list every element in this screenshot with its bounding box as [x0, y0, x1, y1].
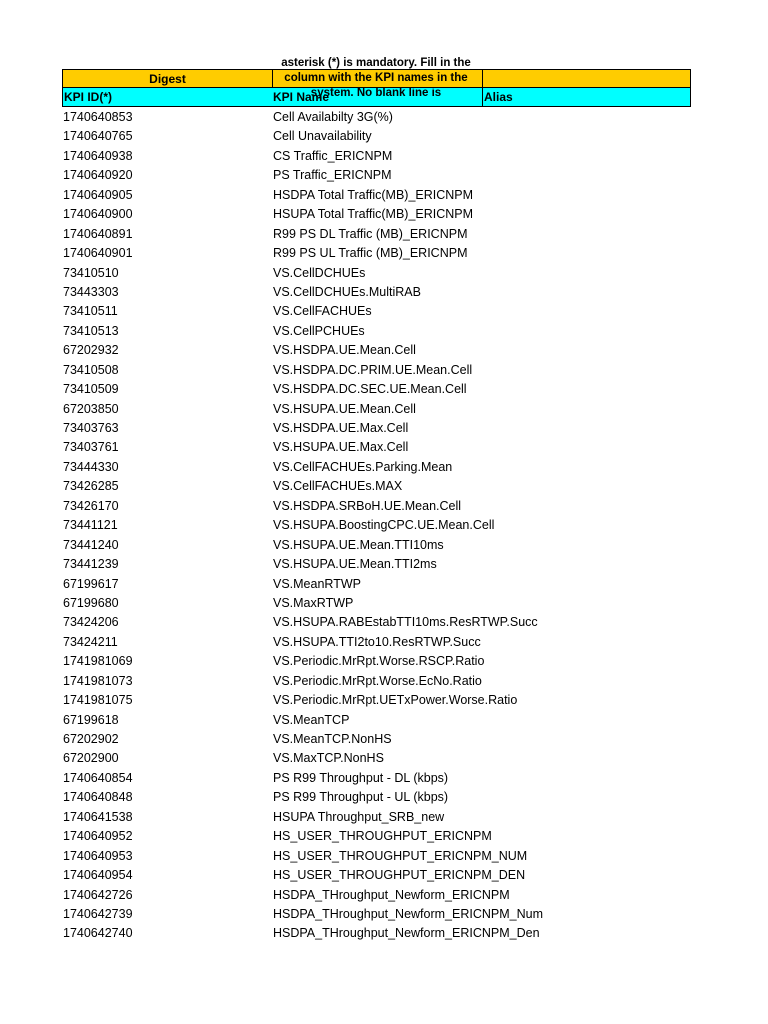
- table-row: [62, 594, 691, 613]
- kpi-id-cell[interactable]: 1740640848: [63, 790, 133, 805]
- table-row: [62, 711, 691, 730]
- table-row: [62, 749, 691, 768]
- kpi-id-cell[interactable]: 73410508: [63, 362, 119, 377]
- table-row: [62, 886, 691, 905]
- table-row: [62, 147, 691, 166]
- kpi-id-cell[interactable]: 73441240: [63, 537, 119, 552]
- kpi-id-cell[interactable]: 1740640900: [63, 207, 133, 222]
- kpi-id-cell[interactable]: 73441239: [63, 557, 119, 572]
- kpi-name-cell[interactable]: HSDPA Total Traffic(MB)_ERICNPM: [273, 187, 474, 202]
- table-row: [62, 808, 691, 827]
- table-row: [62, 244, 691, 263]
- kpi-name-cell[interactable]: VS.Periodic.MrRpt.Worse.RSCP.Ratio: [273, 654, 485, 669]
- table-row: [62, 186, 691, 205]
- kpi-name-cell[interactable]: VS.CellFACHUEs.MAX: [273, 479, 403, 494]
- column-header-alias[interactable]: Alias: [482, 88, 691, 106]
- kpi-id-cell[interactable]: 1740642739: [63, 906, 133, 921]
- kpi-id-cell[interactable]: 73426285: [63, 479, 119, 494]
- kpi-name-cell[interactable]: VS.MeanRTWP: [273, 576, 361, 591]
- kpi-table-body: [62, 108, 691, 944]
- kpi-name-cell[interactable]: VS.Periodic.MrRpt.UETxPower.Worse.Ratio: [273, 693, 518, 708]
- kpi-name-cell[interactable]: HSDPA_THroughput_Newform_ERICNPM: [273, 887, 510, 902]
- kpi-id-cell[interactable]: 67202902: [63, 732, 119, 746]
- table-row: [62, 730, 691, 749]
- kpi-name-cell[interactable]: HSDPA_THroughput_Newform_ERICNPM_Den: [273, 926, 540, 941]
- table-row: [62, 516, 691, 535]
- digest-cell-alias[interactable]: [482, 70, 691, 87]
- table-row: [62, 827, 691, 846]
- kpi-id-cell[interactable]: 73403763: [63, 421, 119, 435]
- kpi-name-cell[interactable]: VS.Periodic.MrRpt.Worse.EcNo.Ratio: [273, 673, 482, 688]
- table-row: [62, 302, 691, 321]
- table-row: [62, 536, 691, 555]
- table-row: [62, 283, 691, 302]
- kpi-id-cell[interactable]: 1740640938: [63, 148, 133, 163]
- kpi-name-cell[interactable]: VS.HSUPA.UE.Mean.TTI10ms: [273, 537, 444, 552]
- table-row: [62, 769, 691, 788]
- table-row: [62, 924, 691, 943]
- table-row: [62, 127, 691, 146]
- kpi-id-cell[interactable]: 1740642740: [63, 926, 133, 941]
- kpi-name-cell[interactable]: VS.CellDCHUEs.MultiRAB: [273, 284, 421, 299]
- kpi-id-cell[interactable]: 67199617: [63, 576, 119, 591]
- kpi-id-cell[interactable]: 67199618: [63, 712, 119, 727]
- kpi-name-cell[interactable]: CS Traffic_ERICNPM: [273, 148, 393, 163]
- kpi-name-cell[interactable]: PS R99 Throughput - DL (kbps): [273, 770, 449, 785]
- kpi-name-cell[interactable]: HSUPA Throughput_SRB_new: [273, 809, 445, 824]
- kpi-id-cell[interactable]: 73441121: [63, 518, 118, 533]
- kpi-name-cell[interactable]: HS_USER_THROUGHPUT_ERICNPM_NUM: [273, 848, 528, 863]
- table-row: [62, 477, 691, 496]
- kpi-name-cell[interactable]: VS.CellPCHUEs: [273, 323, 365, 338]
- table-row: [62, 166, 691, 185]
- kpi-id-cell[interactable]: 1740640953: [63, 848, 133, 863]
- table-row: [62, 380, 691, 399]
- table-row: [62, 361, 691, 380]
- kpi-id-cell[interactable]: 1740640901: [63, 246, 133, 261]
- table-row: [62, 400, 691, 419]
- kpi-id-cell[interactable]: 73426170: [63, 498, 119, 513]
- kpi-id-cell[interactable]: 1740640905: [63, 187, 133, 202]
- kpi-id-cell[interactable]: 73443303: [63, 284, 119, 299]
- kpi-id-cell[interactable]: 1740640891: [63, 226, 133, 241]
- kpi-name-cell[interactable]: PS Traffic_ERICNPM: [273, 168, 392, 183]
- kpi-name-cell[interactable]: VS.HSUPA.UE.Mean.Cell: [273, 401, 416, 416]
- kpi-name-cell[interactable]: HSDPA_THroughput_Newform_ERICNPM_Num: [273, 906, 543, 921]
- kpi-name-cell[interactable]: VS.HSUPA.RABEstabTTI10ms.ResRTWP.Succ: [273, 615, 538, 630]
- kpi-id-cell[interactable]: 73410511: [63, 304, 118, 319]
- kpi-id-cell[interactable]: 73410510: [63, 265, 119, 280]
- kpi-id-cell[interactable]: 1740640854: [63, 770, 133, 785]
- kpi-name-cell[interactable]: VS.HSDPA.SRBoH.UE.Mean.Cell: [273, 498, 462, 513]
- table-row: [62, 633, 691, 652]
- kpi-id-cell[interactable]: 73424211: [63, 634, 118, 649]
- kpi-id-cell[interactable]: 1740640952: [63, 829, 133, 844]
- table-row: [62, 613, 691, 632]
- kpi-id-cell[interactable]: 1740642726: [63, 887, 133, 902]
- mandatory-field-note: asterisk (*) is mandatory. Fill in the column with the KPI names in the system. No blank line is: [281, 57, 471, 99]
- table-row: [62, 322, 691, 341]
- kpi-id-cell[interactable]: 67203850: [63, 401, 119, 416]
- kpi-name-cell[interactable]: VS.HSUPA.TTI2to10.ResRTWP.Succ: [273, 634, 481, 649]
- kpi-id-cell[interactable]: 67202900: [63, 751, 119, 766]
- column-header-kpi-id[interactable]: KPI ID(*): [64, 90, 112, 104]
- kpi-name-cell[interactable]: VS.HSUPA.UE.Max.Cell: [273, 440, 409, 455]
- table-row: [62, 691, 691, 710]
- table-row: [62, 672, 691, 691]
- kpi-id-cell[interactable]: 1740640853: [63, 110, 133, 124]
- kpi-name-cell[interactable]: VS.MeanTCP.NonHS: [273, 732, 392, 746]
- kpi-id-cell[interactable]: 73444330: [63, 459, 119, 474]
- kpi-name-cell[interactable]: VS.HSDPA.UE.Max.Cell: [273, 421, 409, 435]
- kpi-id-cell[interactable]: 1740640765: [63, 129, 133, 144]
- table-row: [62, 264, 691, 283]
- kpi-name-cell[interactable]: VS.HSUPA.UE.Mean.TTI2ms: [273, 557, 437, 572]
- kpi-name-cell[interactable]: VS.CellDCHUEs: [273, 265, 366, 280]
- kpi-name-cell[interactable]: PS R99 Throughput - UL (kbps): [273, 790, 449, 805]
- table-row: [62, 341, 691, 360]
- kpi-id-cell[interactable]: 73403761: [63, 440, 119, 455]
- table-row: [62, 108, 691, 127]
- kpi-name-cell[interactable]: VS.CellFACHUEs.Parking.Mean: [273, 459, 453, 474]
- kpi-name-cell[interactable]: HS_USER_THROUGHPUT_ERICNPM_DEN: [273, 868, 526, 883]
- kpi-id-cell[interactable]: 1740640954: [63, 868, 133, 883]
- kpi-id-cell[interactable]: 73424206: [63, 615, 119, 630]
- digest-label[interactable]: Digest: [149, 72, 186, 86]
- kpi-id-cell[interactable]: 67202932: [63, 343, 119, 358]
- kpi-name-cell[interactable]: HS_USER_THROUGHPUT_ERICNPM: [273, 829, 492, 844]
- kpi-name-cell[interactable]: HSUPA Total Traffic(MB)_ERICNPM: [273, 207, 474, 222]
- table-row: [62, 225, 691, 244]
- kpi-id-cell[interactable]: 1741981073: [63, 673, 133, 688]
- kpi-id-cell[interactable]: 73410513: [63, 323, 119, 338]
- kpi-name-cell[interactable]: VS.HSUPA.BoostingCPC.UE.Mean.Cell: [273, 518, 495, 533]
- kpi-name-cell[interactable]: Cell Unavailability: [273, 129, 372, 144]
- table-row: [62, 497, 691, 516]
- table-row: [62, 847, 691, 866]
- table-row: [62, 866, 691, 885]
- table-row: [62, 205, 691, 224]
- table-row: [62, 438, 691, 457]
- kpi-name-cell[interactable]: R99 PS DL Traffic (MB)_ERICNPM: [273, 226, 468, 241]
- table-row: [62, 788, 691, 807]
- table-row: [62, 652, 691, 671]
- table-row: [62, 905, 691, 924]
- kpi-name-cell[interactable]: VS.MaxRTWP: [273, 595, 354, 610]
- kpi-id-cell[interactable]: 1740641538: [63, 809, 133, 824]
- kpi-id-cell[interactable]: 1740640920: [63, 168, 133, 183]
- kpi-id-cell[interactable]: 67199680: [63, 595, 119, 610]
- kpi-name-cell[interactable]: VS.MaxTCP.NonHS: [273, 751, 384, 766]
- column-header-kpi-name[interactable]: KPI Name: [273, 90, 330, 104]
- table-row: [62, 555, 691, 574]
- kpi-name-cell[interactable]: VS.MeanTCP: [273, 712, 350, 727]
- table-row: [62, 458, 691, 477]
- kpi-id-cell[interactable]: 1741981069: [63, 654, 133, 669]
- kpi-name-cell[interactable]: VS.CellFACHUEs: [273, 304, 372, 319]
- kpi-name-cell[interactable]: VS.HSDPA.UE.Mean.Cell: [273, 343, 416, 358]
- table-row: [62, 419, 691, 438]
- kpi-name-cell[interactable]: VS.HSDPA.DC.PRIM.UE.Mean.Cell: [273, 362, 473, 377]
- kpi-id-cell[interactable]: 1741981075: [63, 693, 133, 708]
- kpi-id-cell[interactable]: 73410509: [63, 382, 119, 397]
- kpi-name-cell[interactable]: Cell Availabilty 3G(%): [273, 110, 393, 124]
- kpi-name-cell[interactable]: R99 PS UL Traffic (MB)_ERICNPM: [273, 246, 468, 261]
- table-row: [62, 575, 691, 594]
- kpi-name-cell[interactable]: VS.HSDPA.DC.SEC.UE.Mean.Cell: [273, 382, 467, 397]
